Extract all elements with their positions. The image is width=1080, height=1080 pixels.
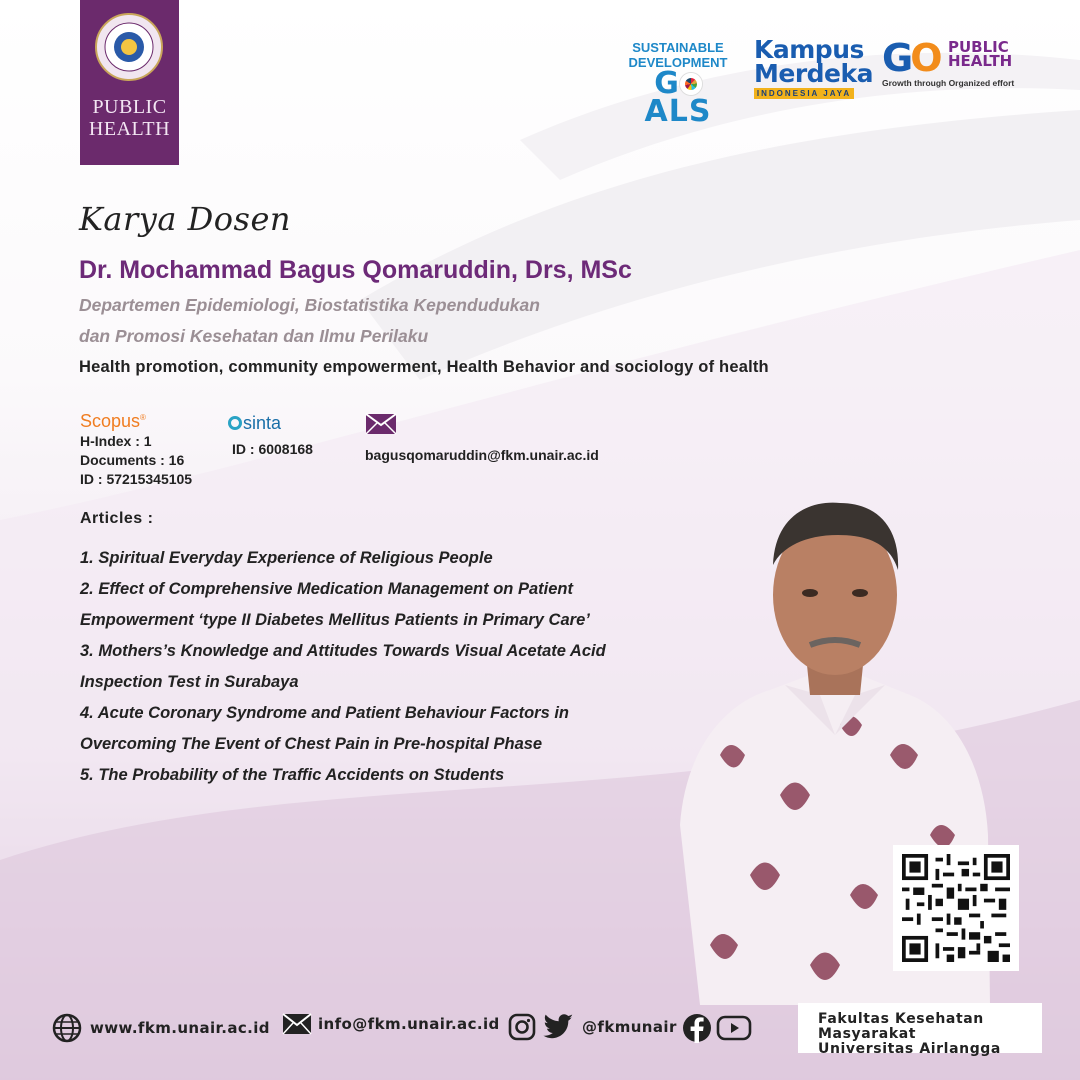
facebook-icon	[682, 1013, 712, 1043]
scopus-h-index: H-Index : 1	[80, 433, 152, 449]
article-line: 1. Spiritual Everyday Experience of Religious People	[80, 549, 493, 567]
university-seal-icon	[94, 12, 164, 82]
footer-social[interactable]	[508, 1013, 677, 1041]
scopus-logo: Scopus®	[80, 411, 146, 431]
article-line: 2. Effect of Comprehensive Medication Management on Patient	[80, 580, 573, 598]
footer-social-text: @fkmunair	[582, 1018, 677, 1036]
article-line: Overcoming The Event of Chest Pain in Pre-hospital Phase	[80, 735, 543, 753]
article-line: 4. Acute Coronary Syndrome and Patient Behaviour Factors in	[80, 704, 569, 722]
globe-icon	[52, 1013, 82, 1043]
footer-faculty-name: Fakultas Kesehatan Masyarakat Universitas Airlangga	[818, 1011, 1001, 1057]
sinta-id: ID : 6008168	[232, 441, 313, 457]
footer-video-links[interactable]	[682, 1013, 752, 1043]
kampus-merdeka-logo	[754, 35, 874, 99]
lecturer-name: Dr. Mochammad Bagus Qomaruddin, Drs, MSc	[79, 256, 632, 284]
sdg-line2: DEVELOPMENT	[628, 55, 728, 70]
article-line: Inspection Test in Surabaya	[80, 673, 299, 691]
twitter-icon	[542, 1013, 574, 1041]
instagram-icon	[508, 1013, 536, 1041]
sinta-block	[228, 413, 313, 457]
footer-email-text: info@fkm.unair.ac.id	[318, 1015, 500, 1033]
logo-text-line2: HEALTH	[88, 118, 171, 140]
articles-list	[80, 543, 720, 791]
go-mark: GO	[882, 36, 940, 80]
scopus-documents: Documents : 16	[80, 452, 185, 468]
mail-icon	[365, 413, 397, 435]
footer-website[interactable]	[52, 1013, 270, 1043]
logo-text-line1: PUBLIC	[92, 96, 167, 118]
research-focus: Health promotion, community empowerment, Health Behavior and sociology of health	[79, 358, 769, 376]
sdg-line3: GALS	[644, 66, 712, 129]
footer-email[interactable]	[282, 1013, 500, 1035]
scopus-id: ID : 57215345105	[80, 471, 193, 487]
lecturer-department: Departemen Epidemiologi, Biostatistika Kependudukan dan Promosi Kesehatan dan Ilmu Perilaku	[79, 295, 540, 346]
email-address[interactable]: bagusqomaruddin@fkm.unair.ac.id	[365, 447, 599, 463]
footer	[52, 1003, 1042, 1057]
kampus-merdeka-line2: Merdeka	[754, 59, 874, 88]
go-public-health-logo	[882, 36, 1022, 88]
kampus-merdeka-tagline: INDONESIA JAYA	[754, 88, 854, 99]
go-public-health-tagline: Growth through Organized effort	[882, 78, 1015, 88]
sdg-logo	[626, 40, 730, 129]
footer-website-text: www.fkm.unair.ac.id	[90, 1019, 270, 1037]
email-block	[365, 413, 599, 463]
scopus-block	[80, 411, 192, 489]
sinta-logo: sinta	[228, 413, 313, 434]
article-line: 5. The Probability of the Traffic Accidents on Students	[80, 766, 505, 784]
youtube-icon	[716, 1014, 752, 1042]
sdg-line1: SUSTAINABLE	[632, 40, 724, 55]
sinta-icon	[228, 416, 242, 430]
article-line: Empowerment ‘type II Diabetes Mellitus Patients in Primary Care’	[80, 611, 590, 629]
kampus-merdeka-line1: Kampus	[754, 35, 864, 64]
envelope-icon	[282, 1013, 312, 1035]
articles-heading: Articles :	[80, 510, 154, 527]
qr-code-icon	[902, 854, 1010, 962]
qr-code[interactable]	[893, 845, 1019, 971]
sdg-wheel-icon	[680, 73, 702, 95]
page-title: Karya Dosen	[79, 200, 291, 238]
go-public-health-words: PUBLIC HEALTH	[947, 38, 1013, 70]
public-health-logo	[80, 0, 179, 165]
article-line: 3. Mothers’s Knowledge and Attitudes Towards Visual Acetate Acid	[80, 642, 606, 660]
